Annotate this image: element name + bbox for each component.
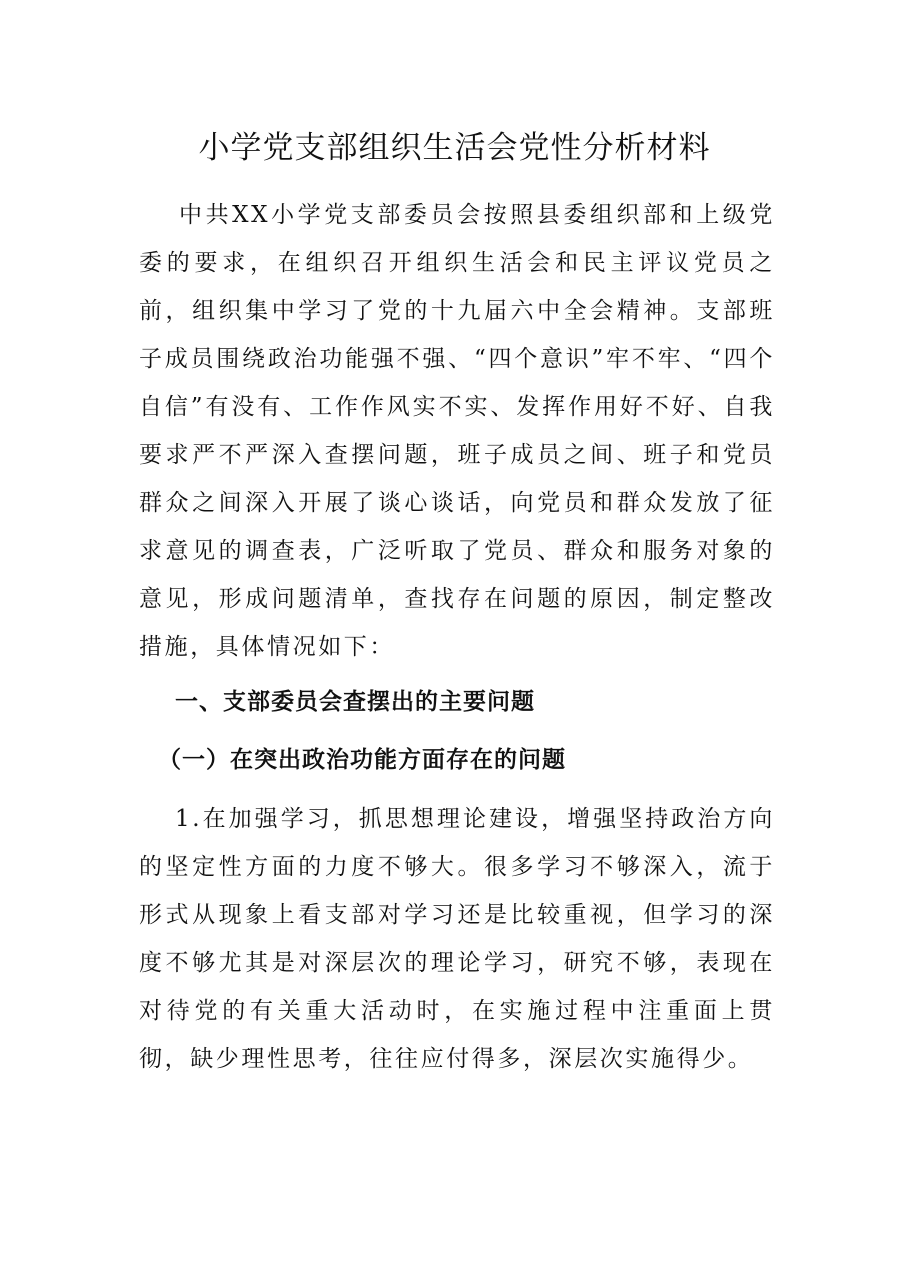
section-heading: 一、支部委员会查摆出的主要问题 (175, 689, 535, 715)
item-paragraph: 1.在加强学习，抓思想理论建设，增强坚持政治方向的坚定性方面的力度不够大。很多学习不够深入，流于形式从现象上看支部对学习还是比较重视，但学习的深度不够尤其是对深层次的理论学习，研究不够，表现在对待党的有关重大活动时，在实施过程中注重面上贯彻，缺少理性思考，往往应付得多，深层次实施得少。 (139, 806, 775, 1072)
intro-paragraph: 中共XX小学党支部委员会按照县委组织部和上级党委的要求，在组织召开组织生活会和民主评议党员之前，组织集中学习了党的十九届六中全会精神。支部班子成员围绕政治功能强不强、“四个意识”牢不牢、“四个自信”有没有、工作作风实不实、发挥作用好不好、自我要求严不严深入查摆问题，班子成员之间、班子和党员群众之间深入开展了谈心谈话，向党员和群众发放了征求意见的调查表，广泛听取了党员、群众和服务对象的意见，形成问题清单，查找存在问题的原因，制定整改措施，具体情况如下： (139, 202, 775, 660)
document-title: 小学党支部组织生活会党性分析材料 (198, 130, 711, 166)
subsection-heading: （一）在突出政治功能方面存在的问题 (158, 747, 566, 773)
